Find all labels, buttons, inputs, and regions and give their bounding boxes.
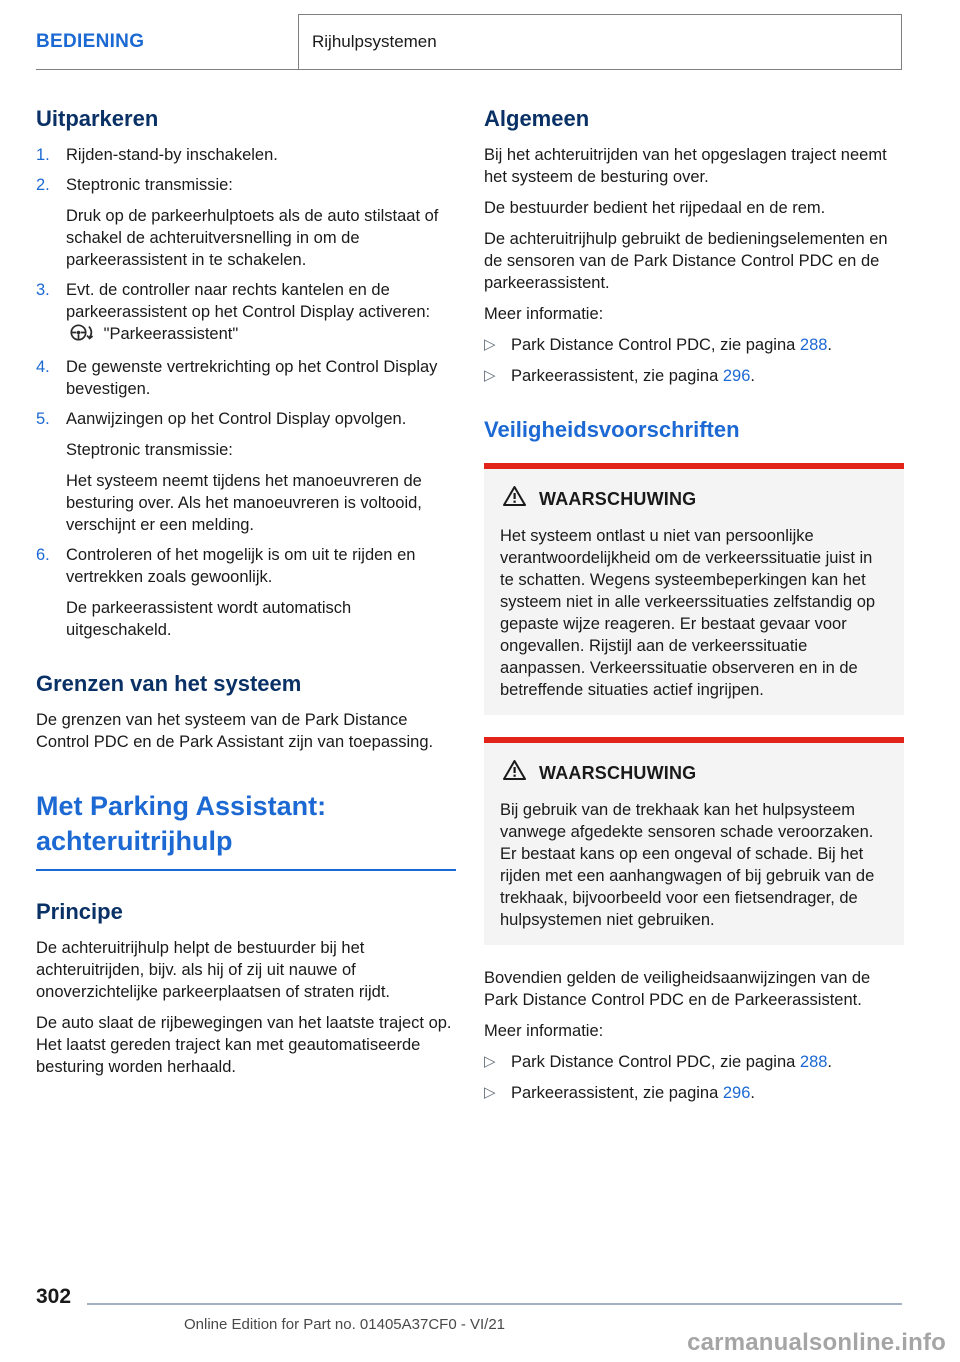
reference-label: Parkeerassistent, zie pagina — [511, 367, 719, 385]
veiligheid-paragraph: Bovendien gelden de veiligheidsaanwijzingen van de Park Distance Control PDC en de Parkeerassistent. — [484, 969, 871, 1009]
step-text-pre: Evt. de controller naar rechts kantelen en de parkeerassistent op het Control Display activeren: — [66, 281, 431, 321]
footer-rule — [87, 1303, 902, 1305]
triangle-bullet-icon: ▷ — [484, 367, 496, 384]
algemeen-paragraph: De achteruitrijhulp gebruikt de bedieningselementen en de sensoren van de Park Distance Control PDC en de parkeerassistent. — [484, 230, 888, 292]
page-link-288[interactable]: 288 — [799, 336, 828, 354]
step-text — [66, 279, 456, 348]
reference-text — [511, 334, 904, 356]
reference-text — [511, 1051, 904, 1073]
warning-text: Bij gebruik van de trekhaak kan het hulpsysteem vanwege afgedekte sensoren schade veroorzaken. Er bestaat kans op een ongeval of schade. Bij het rijden met een aanhangwagen of bij gebruik van de trekhaak, bijvoorbeeld voor een fietsendrager, de hulpsystemen niet gebruiken. — [500, 801, 875, 929]
step-2 — [36, 174, 456, 273]
step-number: 3. — [36, 281, 50, 299]
step-text: Controleren of het mogelijk is om uit te rijden en vertrekken zoals gewoonlijk. — [66, 546, 416, 586]
page-link-296[interactable]: 296 — [722, 367, 751, 385]
page-header — [36, 14, 902, 70]
step-number: 5. — [36, 410, 50, 428]
header-section-area — [36, 14, 298, 69]
triangle-bullet-icon: ▷ — [484, 1053, 496, 1070]
step-3 — [36, 279, 456, 350]
step-text: Het systeem neemt tijdens het manoeuvreren de besturing over. Als het manoeuvreren is voltooid, verschijnt er een melding. — [66, 472, 422, 534]
step-text: Druk op de parkeerhulptoets als de auto stilstaat of schakel de achteruitversnelling in om de parkeerassistent in te schakelen. — [66, 207, 439, 269]
watermark-text: carmanualsonline.info — [687, 1329, 946, 1356]
uitparkeren-steps — [36, 144, 456, 643]
reference-text — [511, 1082, 904, 1104]
reference-label: Park Distance Control PDC, zie pagina — [511, 336, 796, 354]
step-text: Steptronic transmissie: — [66, 176, 233, 194]
reference-label: Parkeerassistent, zie pagina — [511, 1084, 719, 1102]
left-column — [36, 104, 456, 1113]
warning-title: WAARSCHUWING — [539, 489, 697, 509]
step-text: De parkeerassistent wordt automatisch uitgeschakeld. — [66, 599, 352, 639]
step-6 — [36, 544, 456, 643]
step-text: Rijden-stand-by inschakelen. — [66, 146, 278, 164]
chapter-title-line2: achteruitrijhulp — [36, 826, 233, 856]
step-number: 2. — [36, 176, 50, 194]
right-column — [484, 104, 904, 1113]
step-5 — [36, 408, 456, 538]
warning-title: WAARSCHUWING — [539, 763, 697, 783]
warning-triangle-icon — [502, 759, 527, 787]
more-info-label: Meer informatie: — [484, 1022, 604, 1040]
header-chapter-box — [298, 14, 902, 69]
triangle-bullet-icon: ▷ — [484, 1084, 496, 1101]
reference-suffix: . — [827, 1053, 833, 1071]
reference-item — [484, 1082, 904, 1104]
heading-grenzen: Grenzen van het systeem — [36, 671, 302, 696]
step-text-post: "Parkeerassistent" — [103, 325, 239, 343]
header-chapter-label: Rijhulpsystemen — [312, 32, 437, 51]
heading-principe: Principe — [36, 899, 123, 924]
page-content — [36, 104, 902, 1113]
page-number: 302 — [36, 1285, 72, 1308]
warning-text: Het systeem ontlast u niet van persoonlijke verantwoordelijkheid om de verkeerssituatie juist in te schatten. Wegens systeembeperkingen kan het systeem niet in alle verkeerssituaties zelfstandig op gepaste wijze reageren. Er bestaat gevaar voor ongevallen. Rijstijl aan de verkeerssituatie aanpassen. Verkeerssituatie observeren en in de betreffende situaties actief ingrijpen. — [500, 527, 876, 699]
warning-box — [484, 737, 904, 945]
reference-text — [511, 365, 904, 387]
algemeen-paragraph: Bij het achteruitrijden van het opgeslagen traject neemt het systeem de besturing over. — [484, 146, 887, 186]
principe-paragraph: De auto slaat de rijbewegingen van het laatste traject op. Het laatst gereden traject kan met geautomatiseerde besturing worden herhaald. — [36, 1014, 452, 1076]
parking-assistant-icon — [69, 323, 96, 348]
step-1 — [36, 144, 456, 168]
principe-paragraph: De achteruitrijhulp helpt de bestuurder bij het achteruitrijden, bijv. als hij of zij uit nauwe of onoverzichtelijke parkeerplaatsen of straten rijdt. — [36, 939, 391, 1001]
heading-uitparkeren: Uitparkeren — [36, 106, 159, 131]
reference-suffix: . — [750, 1084, 755, 1102]
page-link-296[interactable]: 296 — [722, 1084, 751, 1102]
more-info-label: Meer informatie: — [484, 305, 604, 323]
reference-suffix: . — [827, 336, 833, 354]
step-4 — [36, 356, 456, 402]
header-section-label: BEDIENING — [36, 30, 145, 52]
triangle-bullet-icon: ▷ — [484, 336, 496, 353]
heading-veiligheidsvoorschriften: Veiligheidsvoorschriften — [484, 417, 740, 442]
algemeen-paragraph: De bestuurder bedient het rijpedaal en de rem. — [484, 199, 826, 217]
warning-box — [484, 463, 904, 715]
chapter-title-line1: Met Parking Assistant: — [36, 791, 327, 821]
reference-item — [484, 334, 904, 356]
grenzen-body: De grenzen van het systeem van de Park Distance Control PDC en de Park Assistant zijn van toepassing. — [36, 711, 434, 751]
step-text: De gewenste vertrekrichting op het Control Display bevestigen. — [66, 358, 438, 398]
step-number: 1. — [36, 146, 50, 164]
reference-item — [484, 1051, 904, 1073]
reference-suffix: . — [750, 367, 755, 385]
page-link-288[interactable]: 288 — [799, 1053, 828, 1071]
step-text: Steptronic transmissie: — [66, 441, 233, 459]
reference-label: Park Distance Control PDC, zie pagina — [511, 1053, 796, 1071]
chapter-title-rule — [36, 869, 456, 871]
heading-algemeen: Algemeen — [484, 106, 590, 131]
reference-item — [484, 365, 904, 387]
step-text: Aanwijzingen op het Control Display opvolgen. — [66, 410, 407, 428]
chapter-title-parking-assistant — [36, 789, 456, 859]
step-number: 6. — [36, 546, 50, 564]
warning-triangle-icon — [502, 485, 527, 513]
step-number: 4. — [36, 358, 50, 376]
edition-note: Online Edition for Part no. 01405A37CF0 - VI/21 — [184, 1316, 506, 1333]
